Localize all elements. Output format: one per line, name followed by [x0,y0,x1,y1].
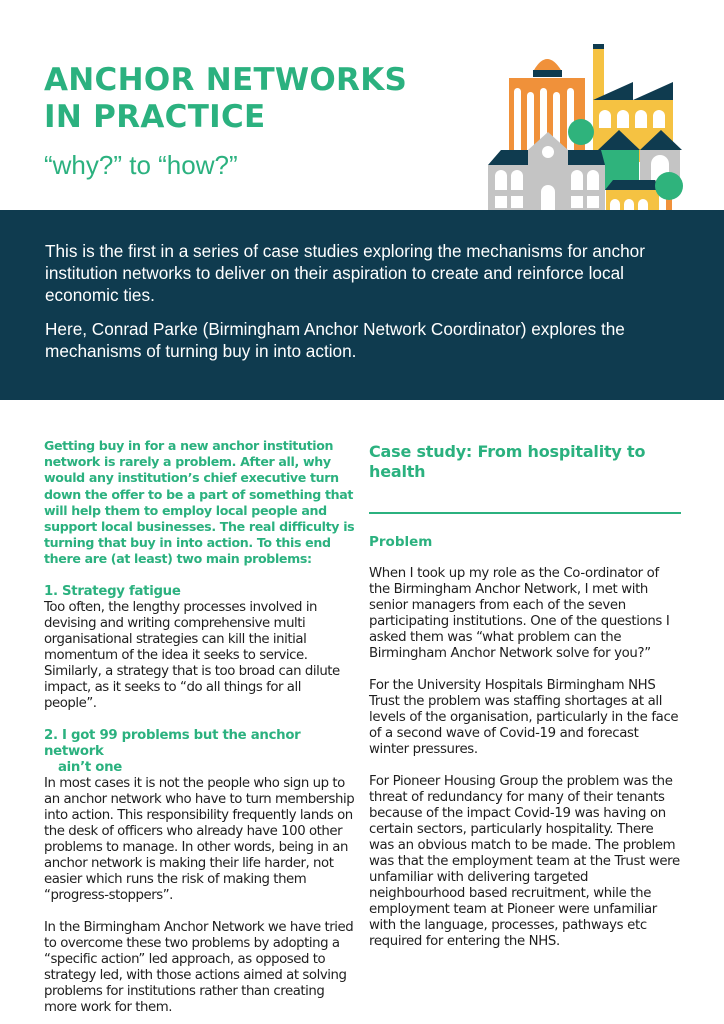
lead-paragraph: Getting buy in for a new anchor institution network is rarely a problem. After all, why would any institution’s chief executive turn down the offer to be a part of something that will help them to employ local people and support local businesses. The real difficulty is turning that buy in into action. To this end there are (at least) two main problems: [44,438,355,567]
city-buildings-illustration [483,40,689,212]
title-line-1: ANCHOR NETWORKS [44,62,408,98]
case-paragraph-3: For Pioneer Housing Group the problem was the threat of redundancy for many of their tenants because of the impact Covid-19 was having on certain sectors, particularly hospitality. There was an obvious match to be made. The problem was that the employment team at the Trust were unfamiliar with delivering targeted neighbourhood based recruitment, while the employment team at Pioneer were unfamiliar with the language, processes, pathways etc required for entering the NHS. [369,774,680,949]
intro-band [0,210,724,400]
intro-paragraph-1: This is the first in a series of case studies exploring the mechanisms for anchor institution networks to deliver on their aspiration to create and reinforce local economic ties. [45,241,645,305]
problem-heading: Problem [369,534,433,550]
case-paragraph-2: For the University Hospitals Birmingham NHS Trust the problem was staffing shortages at all levels of the organisation, particularly in the face of a second wave of Covid-19 and forecast winter pressures. [369,678,679,757]
page-subtitle: “why?” to “how?” [44,150,238,180]
tree-icon [568,119,594,145]
case-study-title: Case study: From hospitality to health [369,442,646,481]
intro-paragraph-2: Here, Conrad Parke (Birmingham Anchor Network Coordinator) explores the mechanisms of turning buy in into action. [45,319,625,361]
grey-building [488,132,605,212]
page-title [44,62,407,136]
section-heading-99-problems [44,728,356,776]
left-column [44,438,356,1016]
section-body-99-problems: In most cases it is not the people who sign up to an anchor network who have to turn membership into action. This responsibility frequently lands on the desk of officers who already have 100 other problems to manage. In other words, being in an anchor network is making their life harder, not easier which runs the risk of making them “progress-stoppers”. [44,775,355,903]
section-heading-strategy-fatigue: 1. Strategy fatigue [44,583,181,599]
section-heading-line-2: ain’t one [58,759,122,775]
title-line-2: IN PRACTICE [44,99,266,135]
case-paragraph-1: When I took up my role as the Co-ordinator of the Birmingham Anchor Network, I met with senior managers from each of the seven participating institutions. One of the questions I asked them was “what problem can the Birmingham Anchor Network solve for you?” [369,566,670,661]
section-body-strategy-fatigue: Too often, the lengthy processes involved in devising and writing comprehensive multi organisational strategies can kill the initial momentum of the idea it seeks to service. Similarly, a strategy that is too broad can dilute impact, as it seeks to “do all things for all people”. [44,599,340,711]
yellow-arcade [605,180,659,212]
closing-paragraph: In the Birmingham Anchor Network we have tried to overcome these two problems by adopting a “specific action” led approach, as opposed to strategy led, with those actions aimed at solving problems for institutions rather than creating more work for them. [44,919,354,1015]
right-column [369,438,681,950]
tree-icon [655,172,683,200]
section-heading-line-1: 2. I got 99 problems but the anchor network [44,727,301,759]
divider [369,512,681,514]
